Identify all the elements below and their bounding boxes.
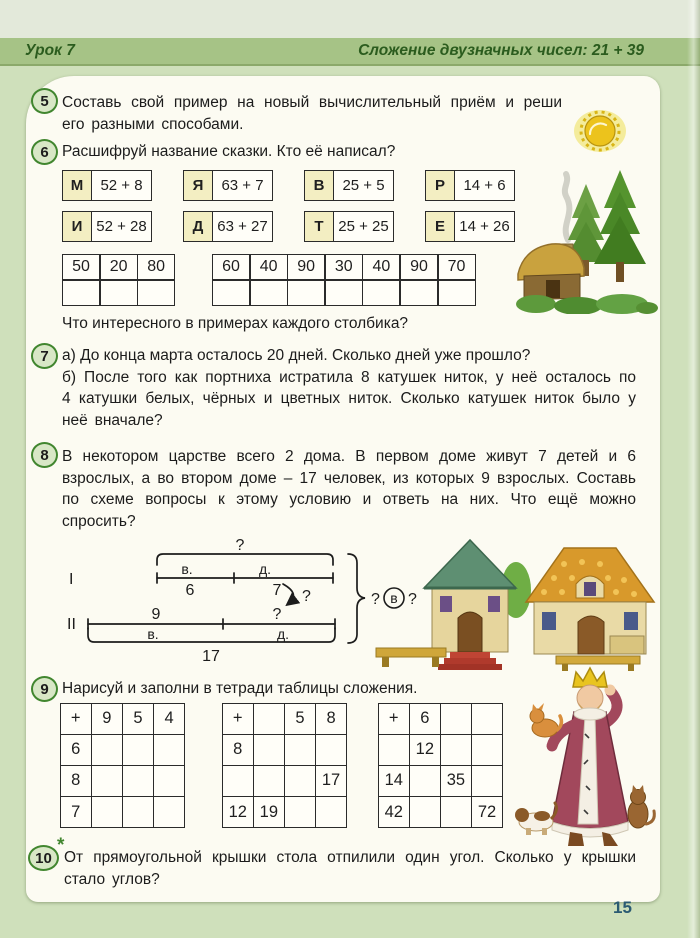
segment1-part1-value: 6 <box>185 582 195 599</box>
task7-text <box>62 345 636 431</box>
answer-empty-cell <box>401 281 437 305</box>
addition-table-cell: + <box>379 704 409 734</box>
page-top-edge <box>0 0 700 38</box>
addition-table-yellow <box>222 703 347 828</box>
answer-value-cell: 60 <box>213 255 249 279</box>
comparison-arrow <box>283 584 293 604</box>
brace-question: ? <box>371 591 380 608</box>
task8-number-badge: 8 <box>31 442 58 468</box>
addition-table-cell <box>92 735 122 765</box>
addition-table-cell: + <box>61 704 91 734</box>
addition-table-cell: 6 <box>410 704 440 734</box>
lesson-label: Урок 7 <box>25 42 75 59</box>
task6-title: Расшифруй название сказки. Кто её написал? <box>62 143 396 160</box>
addition-table-cell <box>472 766 502 796</box>
addition-table-cell <box>472 735 502 765</box>
answer-empty-cell <box>101 281 137 305</box>
cipher-letter-cell: М <box>63 171 92 200</box>
addition-table-cell: 72 <box>472 797 502 827</box>
houses-illustration <box>368 524 660 676</box>
addition-table-cell: 4 <box>154 704 184 734</box>
answer-value-cell: 50 <box>63 255 99 279</box>
segment2-total-value: 17 <box>202 648 220 665</box>
addition-table-cell <box>285 766 315 796</box>
addition-table-cell: 8 <box>61 766 91 796</box>
comparison-arrow-question: ? <box>302 588 311 605</box>
cipher-card <box>62 211 152 242</box>
cipher-expression-cell: 25 + 25 <box>338 218 389 235</box>
sun-illustration <box>573 108 627 154</box>
task10-text: От прямоугольной крышки стола отпилили один угол. Сколько у крышки стало углов? <box>64 849 636 888</box>
answer-empty-cell <box>213 281 249 305</box>
task6-number-badge: 6 <box>31 139 58 165</box>
answer-value-cell: 30 <box>326 255 362 279</box>
segment1-part2-label: д. <box>258 561 272 577</box>
cipher-expression-cell: 52 + 28 <box>96 218 147 235</box>
addition-table-cell: 8 <box>316 704 346 734</box>
addition-table-cell: 12 <box>223 797 253 827</box>
cipher-letter-cell: Р <box>426 171 455 200</box>
addition-table-cell <box>285 735 315 765</box>
answer-value-cell: 40 <box>251 255 287 279</box>
answer-empty-cell <box>439 281 475 305</box>
page-number: 15 <box>613 898 632 917</box>
addition-table-cell: + <box>223 704 253 734</box>
answer-value-cell: 70 <box>439 255 475 279</box>
segment2-part1-value: 9 <box>151 606 161 623</box>
answer-empty-cell <box>63 281 99 305</box>
segment1-part2-value: 7 <box>272 582 282 599</box>
addition-table-cell: 42 <box>379 797 409 827</box>
addition-table-cell <box>123 797 153 827</box>
segment1-part1-label: в. <box>181 561 193 577</box>
addition-table-cell <box>472 704 502 734</box>
cipher-card <box>425 211 515 242</box>
cipher-card <box>425 170 515 201</box>
segment2-part2-value: ? <box>272 606 282 623</box>
task5-number-badge: 5 <box>31 88 58 114</box>
addition-table-cell <box>316 735 346 765</box>
cipher-expression-cell: 14 + 26 <box>459 218 510 235</box>
answer-empty-cell <box>138 281 174 305</box>
cipher-card <box>304 211 394 242</box>
addition-table-cell <box>154 766 184 796</box>
king-illustration <box>512 664 660 850</box>
cipher-letter-cell: Е <box>426 212 455 241</box>
segment2-part1-label: в. <box>147 626 159 642</box>
addition-table-cell: 5 <box>285 704 315 734</box>
task7-part-a: а) До конца марта осталось 20 дней. Сколько дней уже прошло? <box>62 347 531 364</box>
task6-question: Что интересного в примерах каждого столбика? <box>62 315 409 332</box>
addition-table-cell: 35 <box>441 766 471 796</box>
addition-table-cell: 9 <box>92 704 122 734</box>
cipher-letter-cell: Я <box>184 171 213 200</box>
task8-text: В некотором царстве всего 2 дома. В первом доме живут 7 детей и 6 взрослых, а во втором доме – 17 человек, из которых 9 взрослых. Составь по схеме вопросы к этому условию и ответь на них. Что ещё можно спросить? <box>62 448 636 530</box>
cipher-expression-cell: 52 + 8 <box>100 177 143 194</box>
answer-empty-cell <box>326 281 362 305</box>
addition-table-pink <box>60 703 185 828</box>
answer-value-cell: 90 <box>401 255 437 279</box>
task10-number-badge: 10 <box>28 845 59 871</box>
addition-table-cell <box>441 797 471 827</box>
cipher-card <box>304 170 394 201</box>
addition-table-cell: 12 <box>410 735 440 765</box>
task9-number-badge: 9 <box>31 676 58 702</box>
cipher-expression-cell: 25 + 5 <box>342 177 385 194</box>
addition-table-cell <box>441 735 471 765</box>
segment1-total-question: ? <box>235 538 245 554</box>
addition-table-cell: 8 <box>223 735 253 765</box>
cipher-expression-cell: 63 + 27 <box>217 218 268 235</box>
addition-table-cell <box>92 797 122 827</box>
answer-value-cell: 20 <box>101 255 137 279</box>
cipher-card <box>62 170 152 201</box>
addition-table-cell <box>410 797 440 827</box>
cipher-letter-cell: Т <box>305 212 334 241</box>
segment2-roman-label: II <box>67 616 76 633</box>
cipher-letter-cell: В <box>305 171 334 200</box>
answer-table-1 <box>62 254 175 306</box>
addition-table-cell: 7 <box>61 797 91 827</box>
addition-table-cell <box>285 797 315 827</box>
addition-table-cell <box>379 735 409 765</box>
task5-text: Составь свой пример на новый вычислительный приём и реши его разными способами. <box>62 94 562 133</box>
addition-table-cell <box>123 766 153 796</box>
task7-part-b: б) После того как портниха истратила 8 катушек ниток, у неё осталось по 4 катушки белых, чёрных и цветных ниток. Сколько катушек ниток было у неё вначале? <box>62 368 636 429</box>
cipher-letter-cell: Д <box>184 212 213 241</box>
task10-star: * <box>57 835 65 856</box>
addition-table-cell: 19 <box>254 797 284 827</box>
addition-table-cell <box>154 797 184 827</box>
segment2-part2-label: д. <box>276 626 290 642</box>
cipher-expression-cell: 14 + 6 <box>463 177 506 194</box>
task9-title: Нарисуй и заполни в тетради таблицы сложения. <box>62 680 418 697</box>
addition-table-cell <box>410 766 440 796</box>
topic-label: Сложение двузначных чисел: 21 + 39 <box>358 42 644 59</box>
header-band <box>0 38 700 66</box>
addition-table-cell <box>123 735 153 765</box>
circled-letter: в <box>390 590 398 606</box>
addition-table-cell <box>154 735 184 765</box>
cipher-cards-row-1 <box>62 170 546 201</box>
grouping-brace <box>348 554 365 643</box>
cipher-expression-cell: 63 + 7 <box>221 177 264 194</box>
addition-table-cell <box>441 704 471 734</box>
addition-table-cell <box>92 766 122 796</box>
circled-letter-question: ? <box>408 591 417 608</box>
answer-value-cell: 40 <box>363 255 399 279</box>
cipher-cards-row-2 <box>62 211 546 242</box>
segment1-roman-label: I <box>69 571 74 588</box>
addition-table-cell <box>254 735 284 765</box>
segment2-bottom-bracket <box>88 628 335 642</box>
task7-number-badge: 7 <box>31 343 58 369</box>
answer-empty-cell <box>251 281 287 305</box>
cipher-card <box>183 170 273 201</box>
answer-value-cell: 80 <box>138 255 174 279</box>
answer-table-2 <box>212 254 476 306</box>
addition-table-cell: 14 <box>379 766 409 796</box>
addition-table-cell <box>316 797 346 827</box>
addition-table-cell <box>223 766 253 796</box>
addition-table-blue <box>378 703 503 828</box>
cipher-card <box>183 211 273 242</box>
addition-table-cell <box>254 704 284 734</box>
addition-table-cell <box>254 766 284 796</box>
addition-table-cell: 17 <box>316 766 346 796</box>
answer-empty-cell <box>288 281 324 305</box>
page-right-edge <box>687 0 700 938</box>
cipher-letter-cell: И <box>63 212 92 241</box>
answer-empty-cell <box>363 281 399 305</box>
addition-table-cell: 6 <box>61 735 91 765</box>
answer-value-cell: 90 <box>288 255 324 279</box>
addition-table-cell: 5 <box>123 704 153 734</box>
